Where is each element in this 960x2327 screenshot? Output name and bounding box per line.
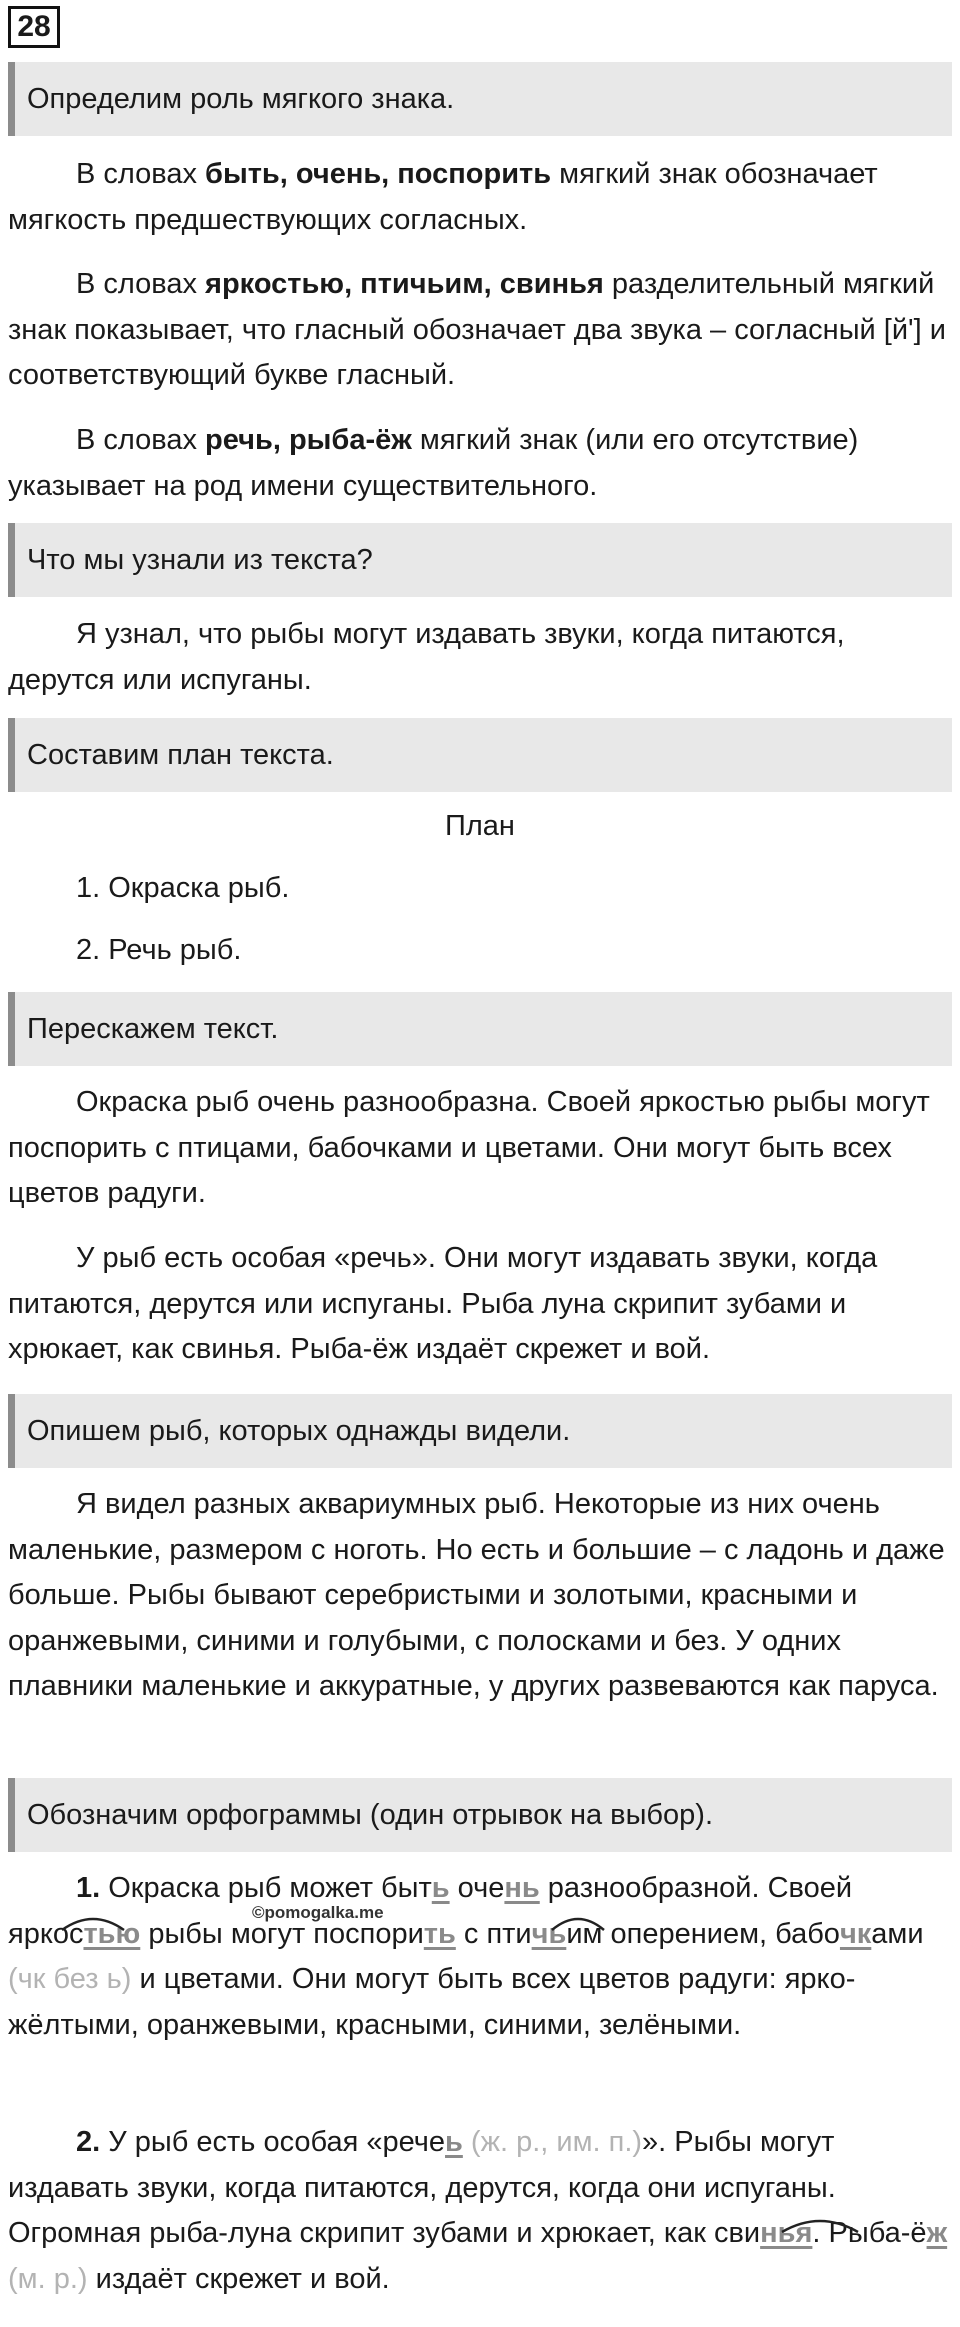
spelling-excerpt-2: 2. У рыб есть особая «речеь (ж. р., им. п.)». Рыбы могут издавать звуки, когда питаются, дерутся, когда они испуганы. Огромная рыба-луна скрипит зубами и хрюкает, как свинья. Рыба-ёж (м. р.) издаёт скрежет и вой.	[8, 2126, 948, 2295]
section-header-learned: Что мы узнали из текста?	[8, 523, 952, 597]
section-header-spelling: Обозначим орфограммы (один отрывок на выбор).	[8, 1778, 952, 1852]
section-header-retell: Перескажем текст.	[8, 992, 952, 1066]
plan-title: План	[445, 810, 515, 842]
plan-item-2: 2. Речь рыб.	[76, 934, 242, 966]
spelling-excerpt-1: 1. Окраска рыб может быть очень разнообразной. Своей яркостью рыбы могут поспорить с птичьим оперением, бабочками (чк без ь) и цветами. Они могут быть всех цветов радуги: ярко-жёлтыми, оранжевыми, красными, синими, зелёными.	[8, 1872, 924, 2041]
syllable-arc-3	[778, 2214, 862, 2234]
section-header-plan: Составим план текста.	[8, 718, 952, 792]
paragraph-retell-2: У рыб есть особая «речь». Они могут издавать звуки, когда питаются, дерутся или испуганы. Рыба луна скрипит зубами и хрюкает, как свинья. Рыба-ёж издаёт скрежет и вой.	[8, 1242, 878, 1365]
paragraph-separating-sign: В словах яркостью, птичьим, свинья разделительный мягкий знак показывает, что гласный обозначает два звука – согласный [й'] и соответствующий букве гласный.	[8, 268, 946, 391]
paragraph-learned: Я узнал, что рыбы могут издавать звуки, когда питаются, дерутся или испуганы.	[8, 618, 845, 696]
paragraph-retell-1: Окраска рыб очень разнообразна. Своей яркостью рыбы могут поспорить с птицами, бабочками и цветами. Они могут быть всех цветов радуги.	[8, 1086, 930, 1209]
syllable-arc-1	[58, 1912, 128, 1932]
section-header-soft-sign: Определим роль мягкого знака.	[8, 62, 952, 136]
paragraph-describe: Я видел разных аквариумных рыб. Некоторые из них очень маленькие, размером с ноготь. Но есть и большие – с ладонь и даже больше. Рыбы бывают серебристыми и золотыми, красными и оранжевыми, синими и голубыми, с полосками и без. У одних плавники маленькие и аккуратные, у других развеваются как паруса.	[8, 1488, 945, 1702]
paragraph-gender: В словах речь, рыба-ёж мягкий знак (или его отсутствие) указывает на род имени существительного.	[8, 424, 859, 502]
syllable-arc-2	[548, 1912, 608, 1932]
task-number: 28	[8, 6, 60, 48]
section-header-describe: Опишем рыб, которых однажды видели.	[8, 1394, 952, 1468]
watermark: ©pomogalka.me	[252, 1903, 384, 1922]
paragraph-softness: В словах быть, очень, поспорить мягкий знак обозначает мягкость предшествующих согласных.	[8, 158, 878, 236]
plan-item-1: 1. Окраска рыб.	[76, 872, 290, 904]
